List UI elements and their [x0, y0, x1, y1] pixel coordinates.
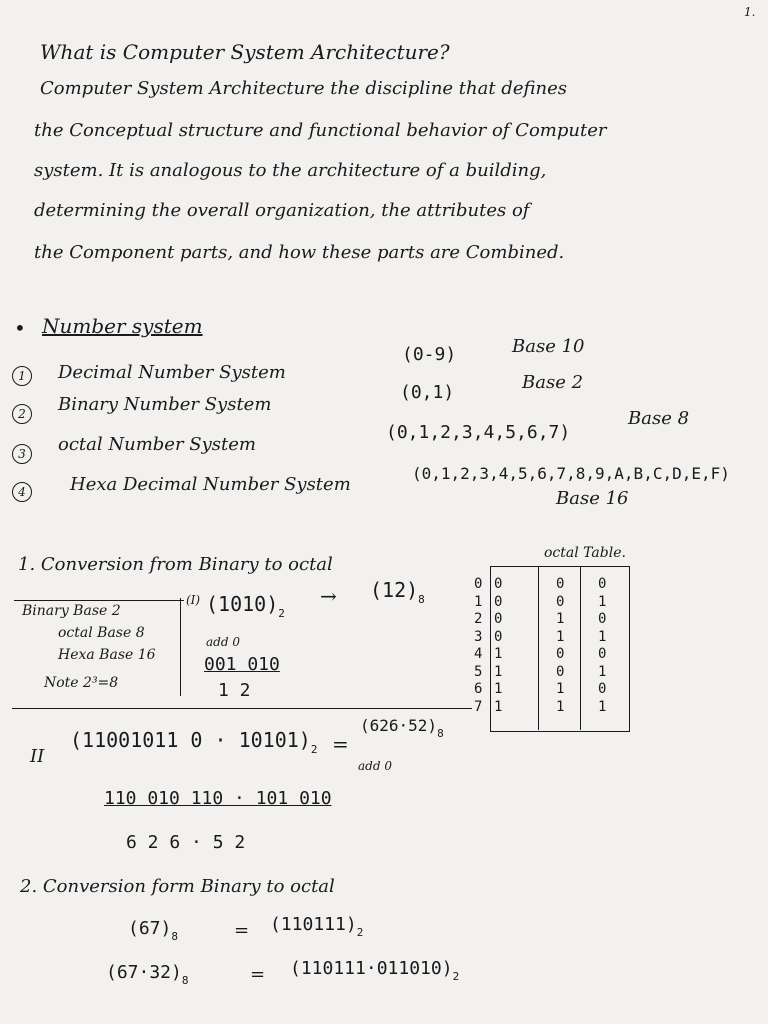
item-number: 1 [12, 366, 32, 386]
item-digits: (0,1,2,3,4,5,6,7) [386, 422, 571, 443]
ex2-right: $(626\cdot 52)_8$ [360, 716, 444, 740]
number-system-title: Number system [42, 314, 203, 338]
eq2-equals: = [250, 964, 266, 985]
bullet: • [14, 316, 26, 340]
ex2-label: II [30, 746, 45, 767]
item-number: 3 [12, 444, 32, 464]
item-digits: (0,1,2,3,4,5,6,7,8,9,A,B,C,D,E,F) [412, 464, 730, 483]
ex1-left: $(1010)_2$ [206, 592, 285, 620]
divider [12, 708, 472, 709]
page-number: 1. [744, 5, 756, 19]
item-digits: (0,1) [400, 382, 455, 403]
note-line: Note 2³=8 [44, 675, 119, 691]
ex2-equals: = [332, 732, 349, 756]
eq2-left: $(67\cdot 32)_8$ [106, 962, 189, 987]
ex1-arrow: → [320, 584, 337, 608]
intro-line-3: system. It is analogous to the architecture of a building, [34, 160, 547, 181]
eq1-right: $(110111)_2$ [270, 914, 364, 939]
ex2-left: (11001011 $0 \cdot 10101)_2$ [70, 728, 318, 756]
octal-bit-column: 0 0 0 0 1 1 1 1 [494, 576, 503, 715]
octal-bit-column: 0 1 0 1 0 1 0 1 [598, 576, 607, 715]
octal-bit-column: 0 0 1 1 0 0 1 1 [556, 576, 565, 715]
note-line: Binary Base 2 [22, 603, 121, 619]
note-line: Hexa Base 16 [58, 647, 156, 663]
octal-index-column: 0 1 2 3 4 5 6 7 [474, 576, 483, 715]
ex1-label: (I) [186, 593, 201, 607]
conversion2-title: 2. Conversion form Binary to octal [20, 876, 335, 897]
eq1-left: $(67)_8$ [128, 918, 178, 943]
item-number: 4 [12, 482, 32, 502]
ex2-add-note: add 0 [358, 759, 392, 773]
octal-table-rule [580, 566, 581, 730]
item-name: Decimal Number System [58, 362, 286, 383]
intro-line-4: determining the overall organization, the attributes of [34, 200, 530, 221]
intro-line-2: the Conceptual structure and functional behavior of Computer [34, 120, 607, 141]
ex2-groups: 110 010 110 · 101 010 [104, 788, 332, 809]
octal-table-rule [538, 566, 539, 730]
item-name: Binary Number System [58, 394, 272, 415]
add-zero-note: add 0 [206, 635, 240, 649]
eq2-right: $(110111\cdot 011010)_2$ [290, 958, 460, 983]
item-digits: (0-9) [402, 344, 457, 365]
item-name: Hexa Decimal Number System [70, 474, 351, 495]
notes-box-top-rule [14, 600, 184, 601]
note-line: octal Base 8 [58, 625, 145, 641]
eq1-equals: = [234, 920, 250, 941]
ex1-right: $(12)_8$ [370, 578, 425, 606]
intro-line-1: Computer System Architecture the discipline that defines [40, 78, 567, 99]
group-results: 1 2 [218, 680, 251, 701]
binary-groups: 001 010 [204, 654, 280, 675]
conversion1-title: 1. Conversion from Binary to octal [18, 554, 333, 575]
item-base: Base 10 [512, 336, 585, 357]
ex2-digits: 6 2 6 · 5 2 [126, 832, 246, 853]
octal-table-title: octal Table. [544, 545, 626, 561]
intro-heading: What is Computer System Architecture? [40, 40, 450, 64]
intro-line-5: the Component parts, and how these parts are Combined. [34, 242, 565, 263]
item-base: Base 8 [628, 408, 690, 429]
item-base: Base 2 [522, 372, 584, 393]
item-base: Base 16 [556, 488, 629, 509]
item-number: 2 [12, 404, 32, 424]
item-name: octal Number System [58, 434, 256, 455]
